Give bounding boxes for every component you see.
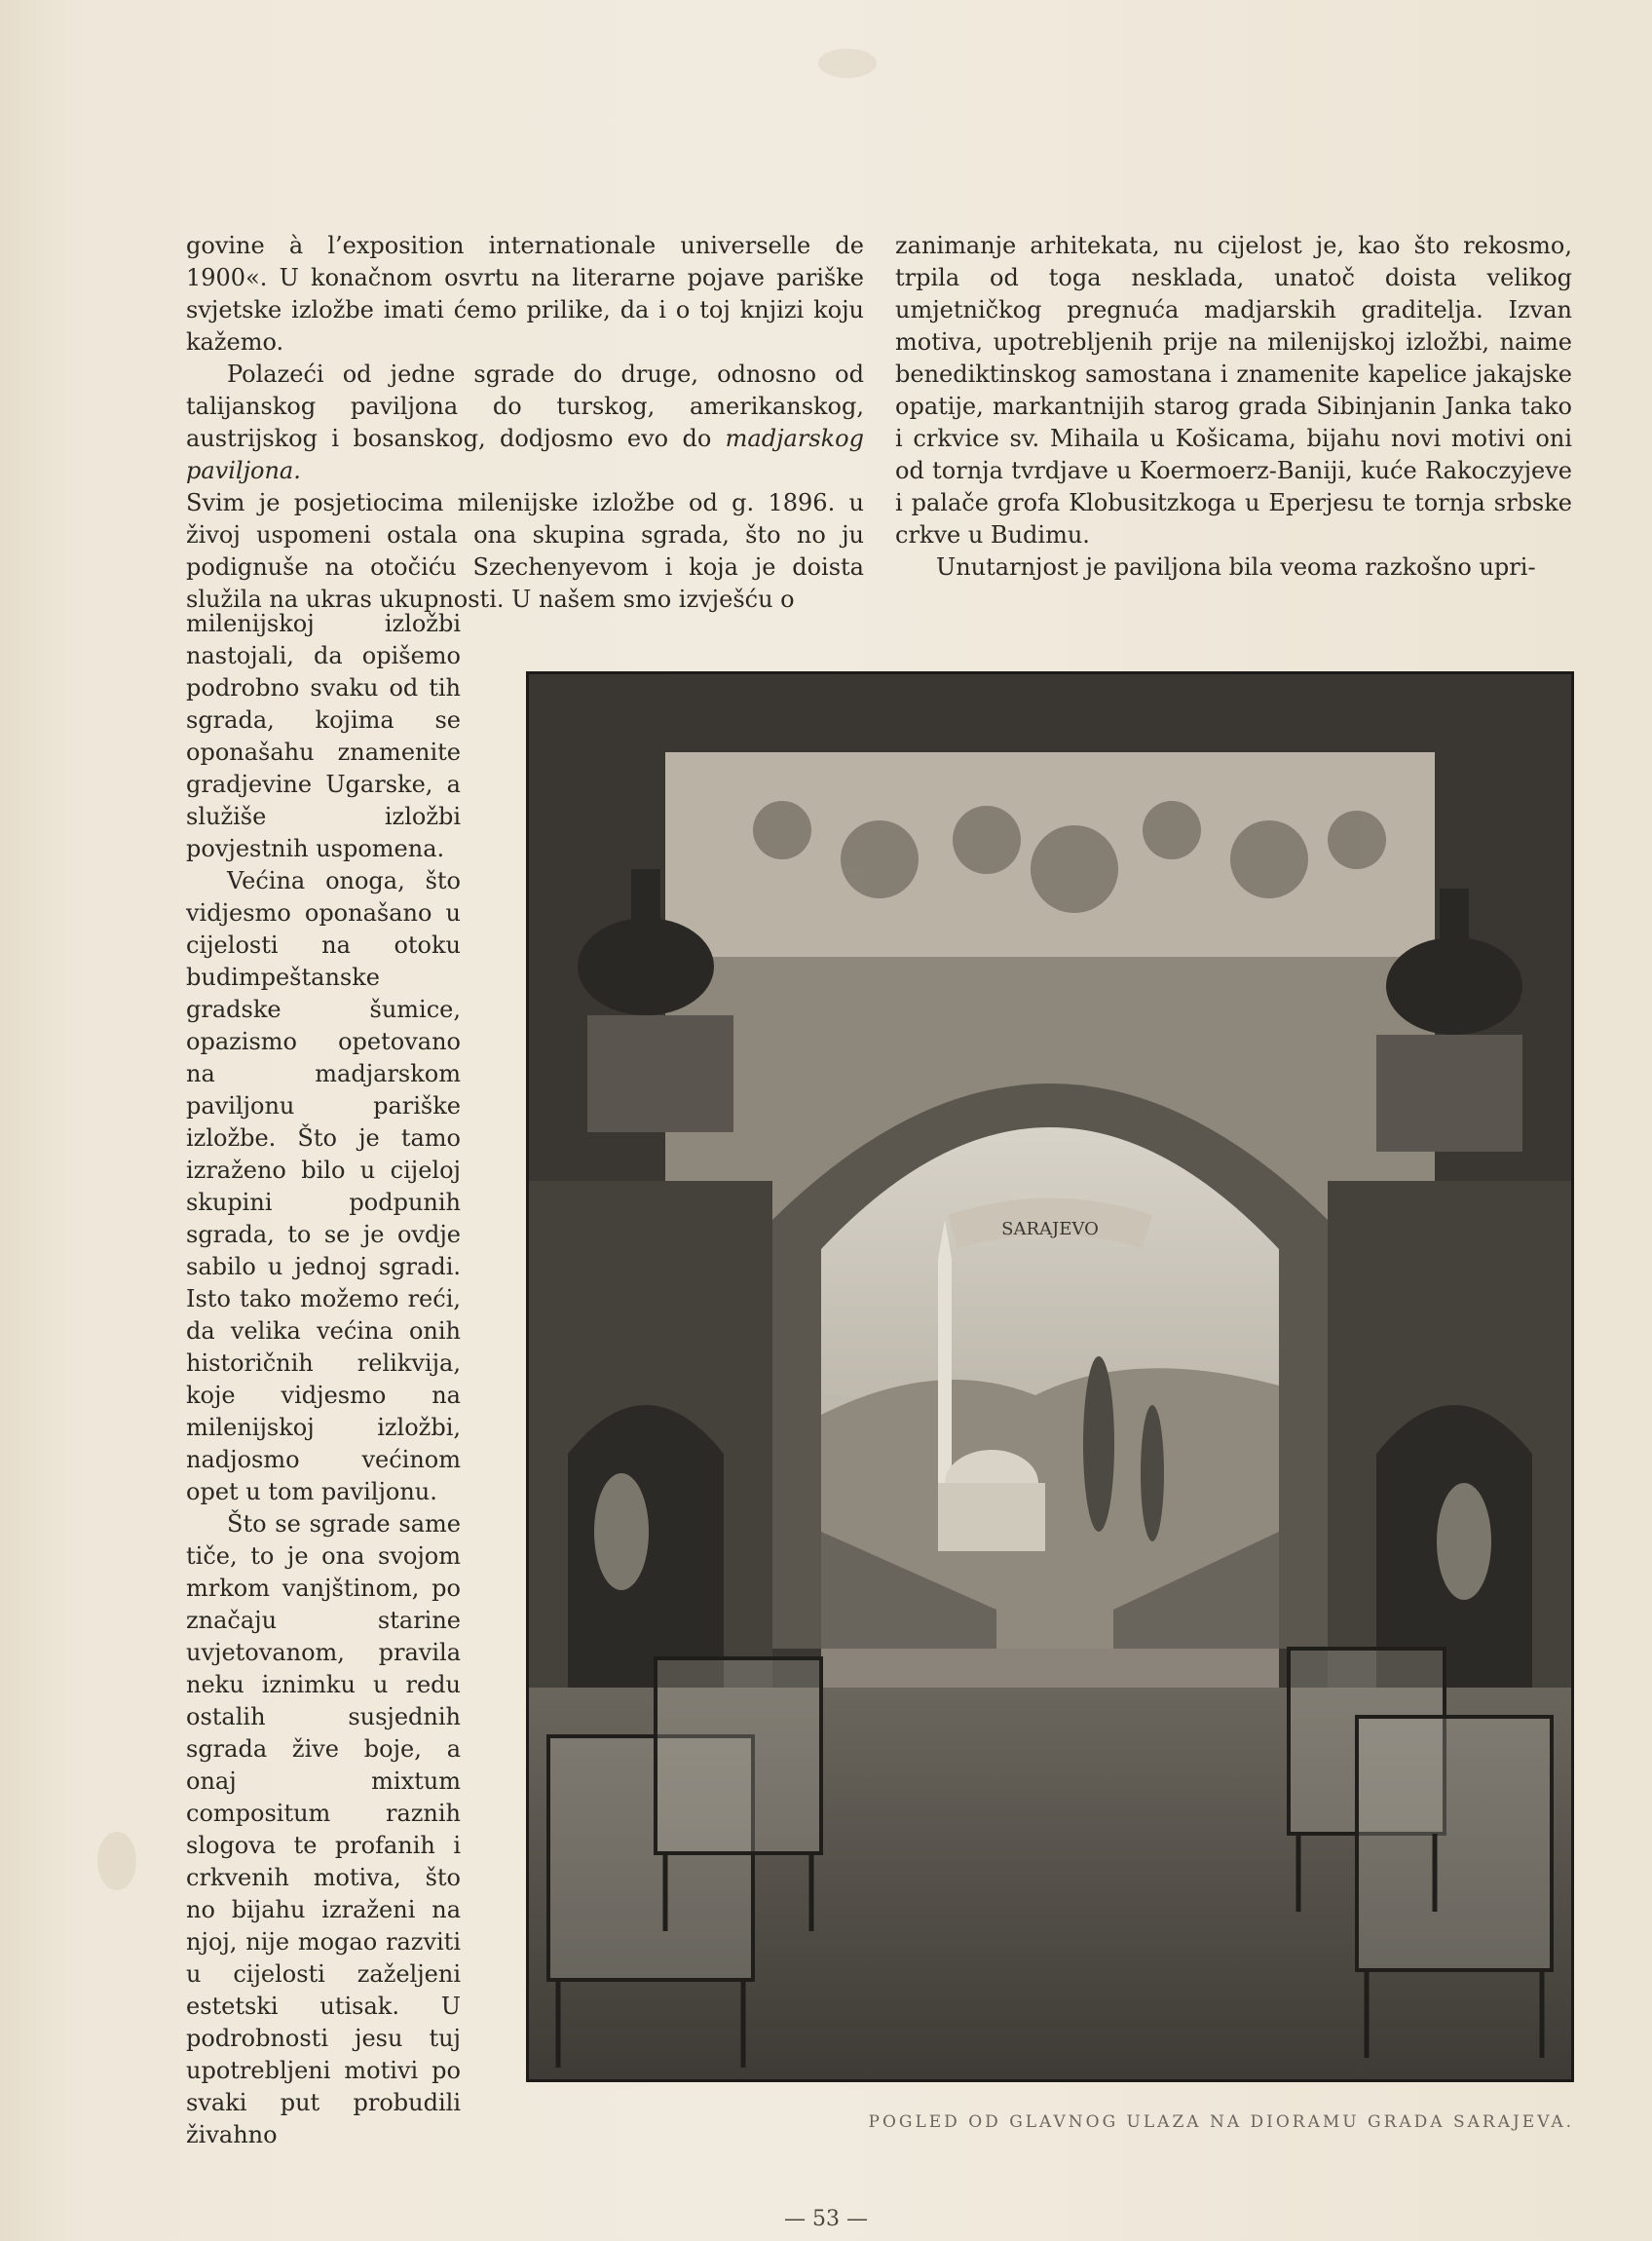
paragraph [186,359,864,487]
display-case [656,1658,821,1853]
photo-illustration [529,674,1571,2079]
italic-phrase: madjarskog paviljona. [186,425,864,484]
paragraph: govine à l’exposition internationale universelle de 1900«. U konačnom osvrtu na literarne pojave pariške svjetske izložbe imati ćemo prilike, da i o toj knjizi koju kažemo. [186,232,864,356]
article-text-top-left [186,230,864,616]
paper-stain [818,49,877,78]
paragraph: Većina onoga, što vidjesmo oponašano u cijelosti na otoku budimpeštanske gradske šumice, opazismo opetovano na madjarskom paviljonu pariške izložbe. Što je tamo izraženo bilo u cijeloj skupini podpunih sgrada, to se je ovdje sabilo u jednoj sgradi. Isto tako možemo reći, da velika većina onih historičnih relikvija, koje vidjesmo na milenijskoj izložbi, nadjosmo većinom opet u tom paviljonu. [186,867,461,1505]
paragraph-text: Polazeći od jedne sgrade do druge, odnosno od talijanskog paviljona do turskog, amerikanskog, austrijskog i bosanskog, dodjosmo evo do [186,361,864,452]
paper-stain [97,1832,136,1890]
arch-banner-text: SARAJEVO [1001,1219,1099,1239]
display-case [1357,1717,1552,1970]
paragraph: milenijskoj izložbi nastojali, da opišemo podrobno svaku od tih sgrada, kojima se oponašahu znamenite gradjevine Ugarske, a služiše izložbi povjestnih uspomena. [186,610,461,862]
article-text-top-right [895,230,1572,584]
figure-caption: POGLED OD GLAVNOG ULAZA NA DIORAMU GRADA SARAJEVA. [868,2112,1574,2132]
paragraph: zanimanje arhitekata, nu cijelost je, kao što rekosmo, trpila od toga nesklada, unatoč doista velikog umjetničkog pregnuća madjarskih graditelja. Izvan motiva, upotrebljenih prije na milenijskoj izložbi, naime benediktinskog samostana i znamenite kapelice jakajske opatije, markantnijih starog grada Sibinjanin Janka tako i crkvice sv. Mihaila u Košicama, bijahu novi motivi oni od tornja tvrdjave u Koermoerz-Baniji, kuće Rakoczyjeve i palače grofa Klobusitzkoga u Eperjesu te tornja srbske crkve u Budimu. [895,232,1572,549]
paragraph: Unutarnjost je paviljona bila veoma razkošno upri- [936,553,1536,581]
article-text-narrow-column [186,608,461,2151]
page-number: — 53 — [784,2207,868,2231]
paragraph: Što se sgrade same tiče, to je ona svojom mrkom vanjštinom, po značaju starine uvjetovanom, pravila neku iznimku u redu ostalih susjednih sgrada žive boje, a onaj mixtum compositum raznih slogova te profanih i crkvenih motiva, što no bijahu izraženi na njoj, nije mogao razviti u cijelosti zaželjeni estetski utisak. U podrobnosti jesu tuj upotrebljeni motivi po svaki put probudili živahno [186,1510,461,2148]
paragraph: Svim je posjetiocima milenijske izložbe od g. 1896. u živoj uspomeni ostala ona skupina sgrada, što no ju podignuše na otočiću Szechenyevom i koja je doista služila na ukras ukupnosti. U našem smo izvješću o [186,489,864,613]
photo-diorama-sarajevo [526,671,1574,2082]
